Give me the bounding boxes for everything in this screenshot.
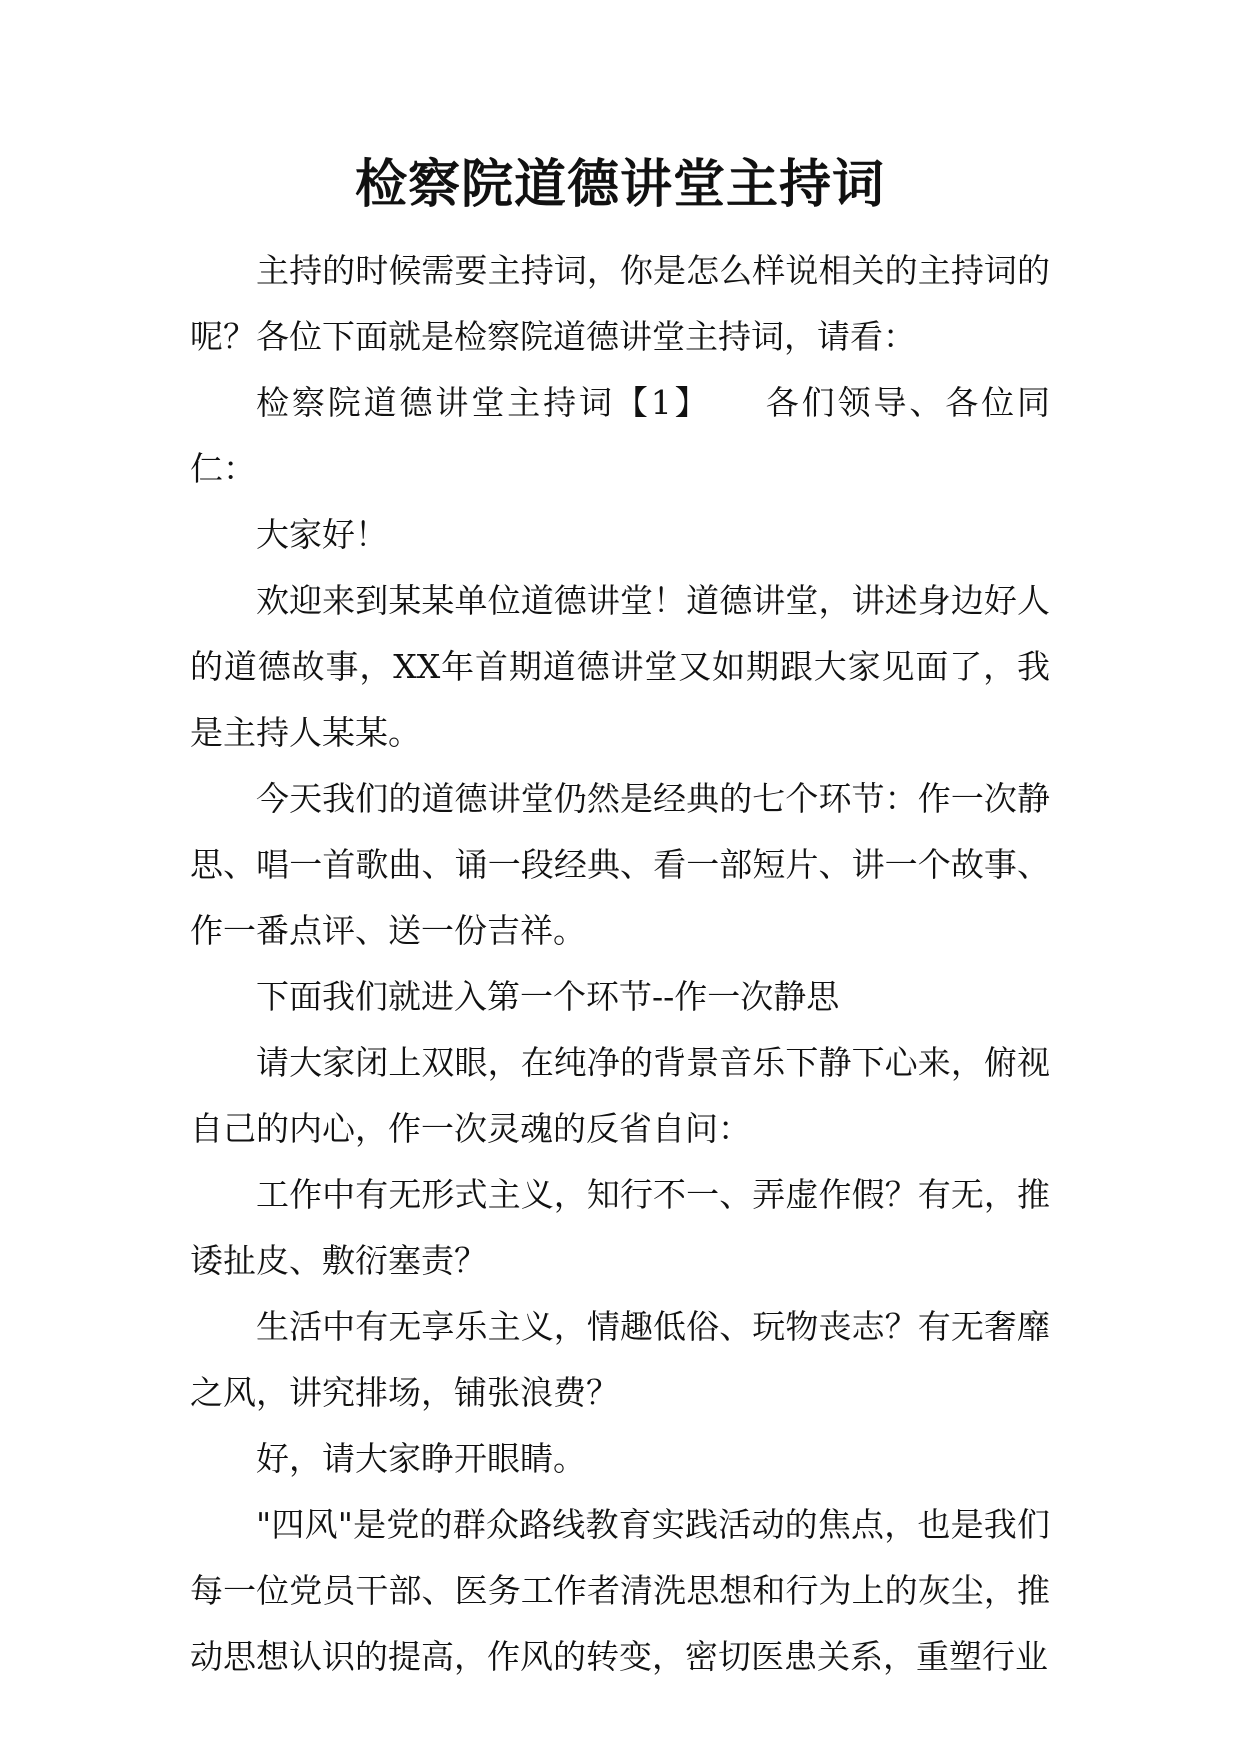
paragraph-greeting: 大家好！ — [256, 515, 388, 554]
document-body — [190, 238, 1050, 1690]
paragraph-welcome: 欢迎来到某某单位道德讲堂！道德讲堂，讲述身边好人的道德故事，XX年首期道德讲堂又如期跟大家见面了，我是主持人某某。 — [190, 581, 1050, 752]
paragraph-close-eyes: 请大家闭上双眼，在纯净的背景音乐下静下心来，俯视自己的内心，作一次灵魂的反省自问： — [190, 1043, 1050, 1148]
paragraph-work-reflection: 工作中有无形式主义，知行不一、弄虚作假？有无，推诿扯皮、敷衍塞责？ — [190, 1175, 1050, 1280]
document-title: 检察院道德讲堂主持词 — [354, 154, 885, 215]
paragraph-life-reflection: 生活中有无享乐主义，情趣低俗、玩物丧志？有无奢靡之风，讲究排场，铺张浪费？ — [190, 1307, 1050, 1412]
paragraph-seven-segments: 今天我们的道德讲堂仍然是经典的七个环节：作一次静思、唱一首歌曲、诵一段经典、看一部短片、讲一个故事、作一番点评、送一份吉祥。 — [190, 779, 1050, 950]
paragraph-section-heading: 检察院道德讲堂主持词【1】 各们领导、各位同仁： — [190, 383, 1050, 488]
paragraph-first-segment: 下面我们就进入第一个环节--作一次静思 — [256, 977, 840, 1016]
paragraph-intro: 主持的时候需要主持词，你是怎么样说相关的主持词的呢？各位下面就是检察院道德讲堂主持词，请看： — [190, 251, 1050, 356]
paragraph-open-eyes: 好，请大家睁开眼睛。 — [256, 1439, 586, 1478]
paragraph-four-winds: "四风"是党的群众路线教育实践活动的焦点，也是我们每一位党员干部、医务工作者清洗思想和行为上的灰尘，推动思想认识的提高，作风的转变，密切医患关系，重塑行业 — [190, 1505, 1050, 1676]
